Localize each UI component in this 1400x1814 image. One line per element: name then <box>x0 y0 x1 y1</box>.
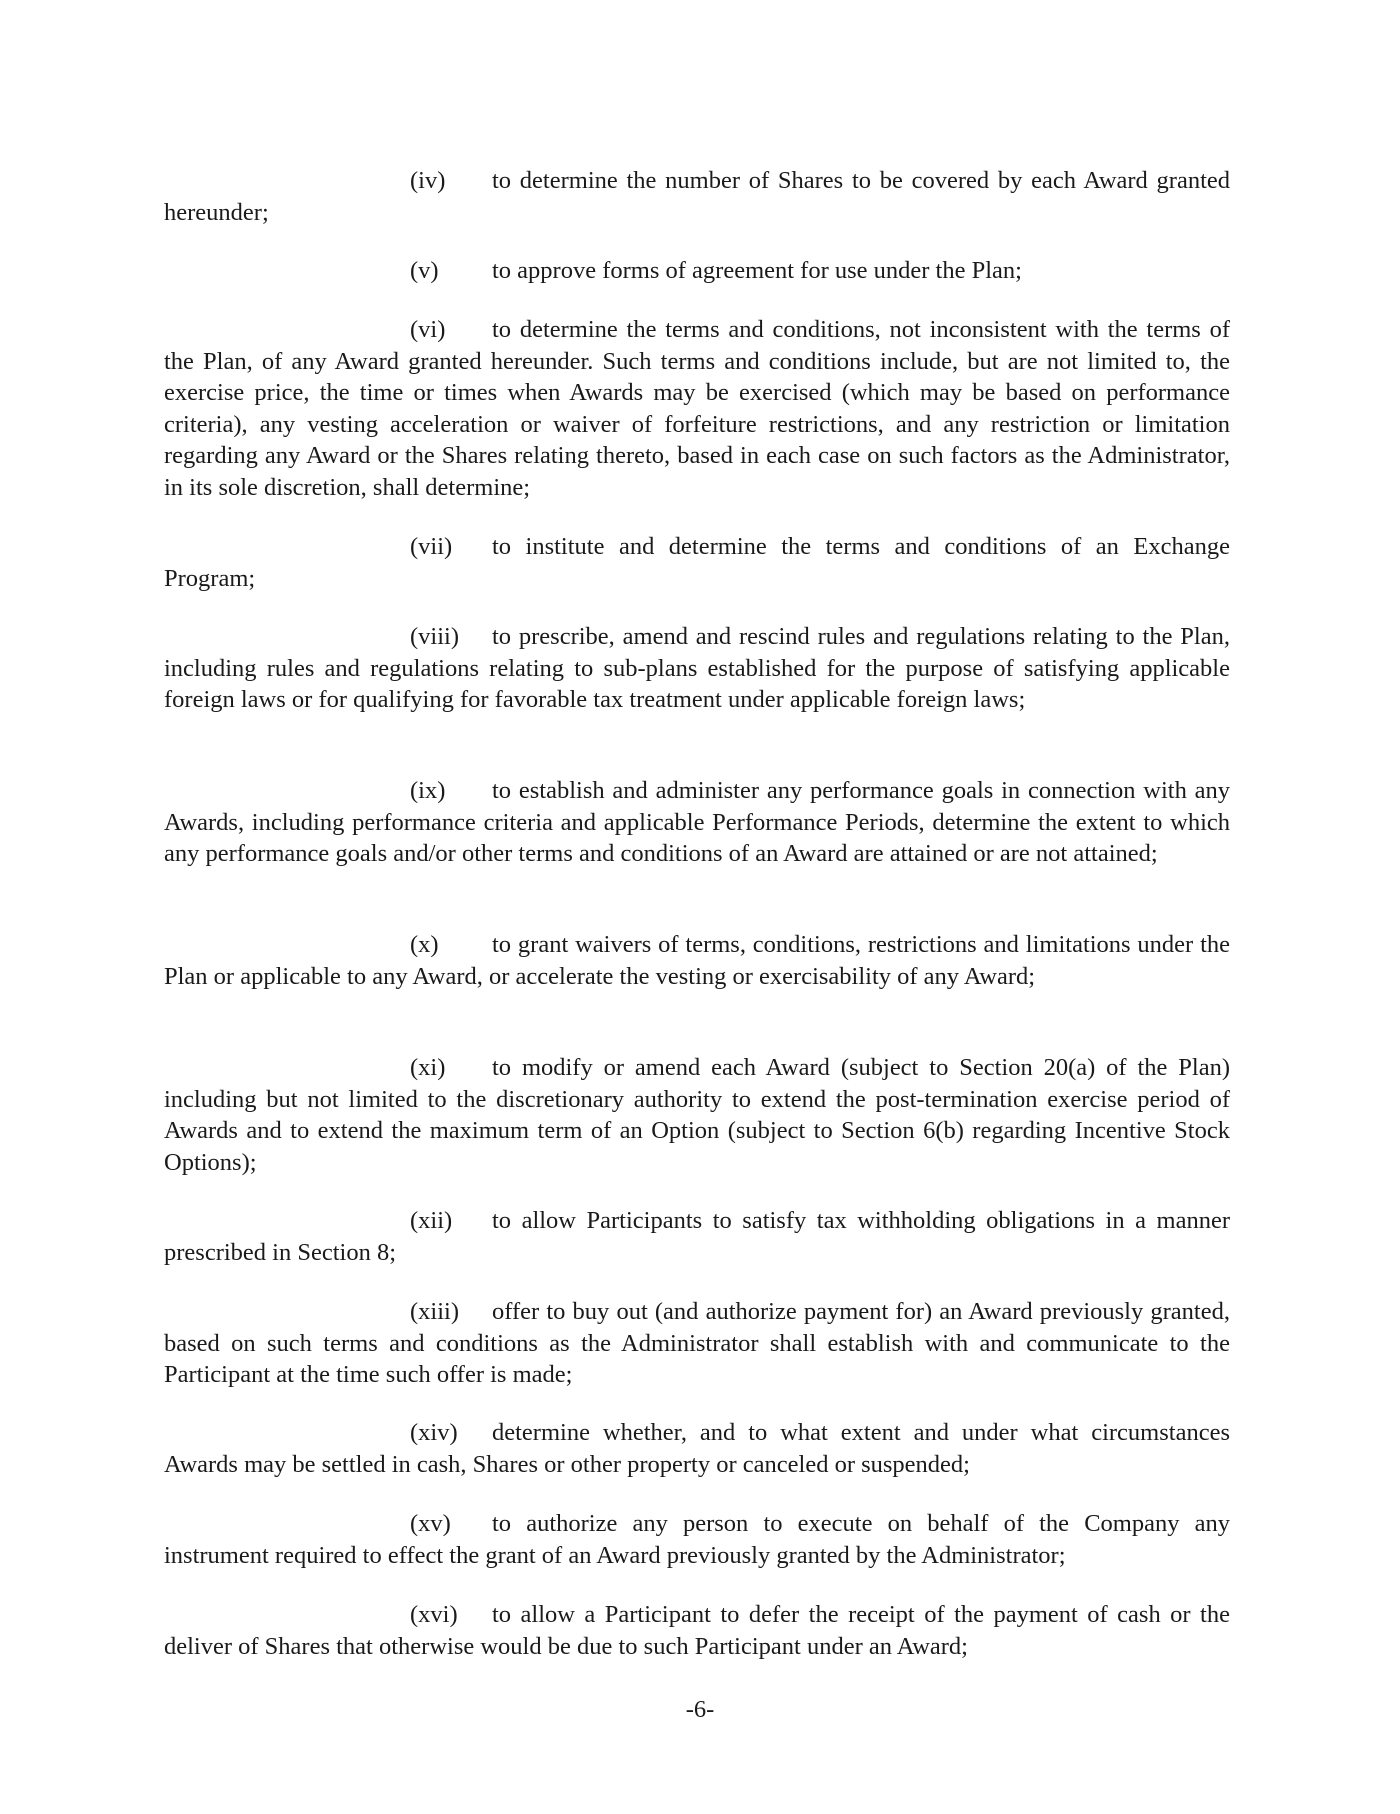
clause-xiv <box>164 1417 1230 1480</box>
clause-text: to determine the terms and conditions, not inconsistent with the terms of the Plan, of any Award granted hereunder. Such terms and conditions include, but are not limited to, the exercise price, the time or times when Awards may be exercised (which may be based on performance criteria), any vesting acceleration or waiver of forfeiture restrictions, and any restriction or limitation regarding any Award or the Shares relating thereto, based in each case on such factors as the Administrator, in its sole discretion, shall determine; <box>164 316 1230 501</box>
clause-text: to modify or amend each Award (subject to Section 20(a) of the Plan) including but not limited to the discretionary authority to extend the post-termination exercise period of Awards and to extend the maximum term of an Option (subject to Section 6(b) regarding Incentive Stock Options); <box>164 1054 1230 1176</box>
clause-ix <box>164 775 1230 870</box>
clause-number: (iv) <box>410 167 446 194</box>
clause-number: (xv) <box>410 1510 451 1537</box>
clause-xi <box>164 1052 1230 1178</box>
clause-text: to determine the number of Shares to be covered by each Award granted hereunder; <box>164 167 1230 226</box>
clause-text: offer to buy out (and authorize payment for) an Award previously granted, based on such terms and conditions as the Administrator shall establish with and communicate to the Participant at the time such offer is made; <box>164 1298 1230 1388</box>
clause-iv <box>164 165 1230 228</box>
clause-text: to prescribe, amend and rescind rules and regulations relating to the Plan, including rules and regulations relating to sub-plans established for the purpose of satisfying applicable foreign laws or for qualifying for favorable tax treatment under applicable foreign laws; <box>164 623 1230 713</box>
clause-number: (xvi) <box>410 1601 458 1628</box>
clause-number: (viii) <box>410 623 459 650</box>
clause-vii <box>164 531 1230 594</box>
clause-xv <box>164 1508 1230 1571</box>
clause-number: (ix) <box>410 777 446 804</box>
clause-text: to approve forms of agreement for use under the Plan; <box>492 257 1022 284</box>
clause-number: (vi) <box>410 316 446 343</box>
clause-text: to allow Participants to satisfy tax withholding obligations in a manner prescribed in Section 8; <box>164 1207 1230 1266</box>
clause-number: (xi) <box>410 1054 446 1081</box>
page-number: -6- <box>685 1696 715 1723</box>
clause-text: to institute and determine the terms and conditions of an Exchange Program; <box>164 533 1230 592</box>
clause-text: to authorize any person to execute on behalf of the Company any instrument required to effect the grant of an Award previously granted by the Administrator; <box>164 1510 1230 1569</box>
clause-viii <box>164 621 1230 716</box>
clause-number: (xiii) <box>410 1298 459 1325</box>
clause-text: to grant waivers of terms, conditions, restrictions and limitations under the Plan or applicable to any Award, or accelerate the vesting or exercisability of any Award; <box>164 931 1230 990</box>
clause-v <box>164 255 1230 287</box>
clause-xvi <box>164 1599 1230 1662</box>
clause-number: (v) <box>410 257 439 284</box>
clause-number: (vii) <box>410 533 453 560</box>
clause-xii <box>164 1205 1230 1268</box>
clause-text: determine whether, and to what extent and under what circumstances Awards may be settled in cash, Shares or other property or canceled or suspended; <box>164 1419 1230 1478</box>
clause-x <box>164 929 1230 992</box>
clause-number: (x) <box>410 931 439 958</box>
clause-number: (xii) <box>410 1207 453 1234</box>
clause-vi <box>164 314 1230 503</box>
clause-xiii <box>164 1296 1230 1391</box>
clause-text: to allow a Participant to defer the receipt of the payment of cash or the deliver of Shares that otherwise would be due to such Participant under an Award; <box>164 1601 1230 1660</box>
clause-number: (xiv) <box>410 1419 458 1446</box>
clause-text: to establish and administer any performance goals in connection with any Awards, including performance criteria and applicable Performance Periods, determine the extent to which any performance goals and/or other terms and conditions of an Award are attained or are not attained; <box>164 777 1230 867</box>
